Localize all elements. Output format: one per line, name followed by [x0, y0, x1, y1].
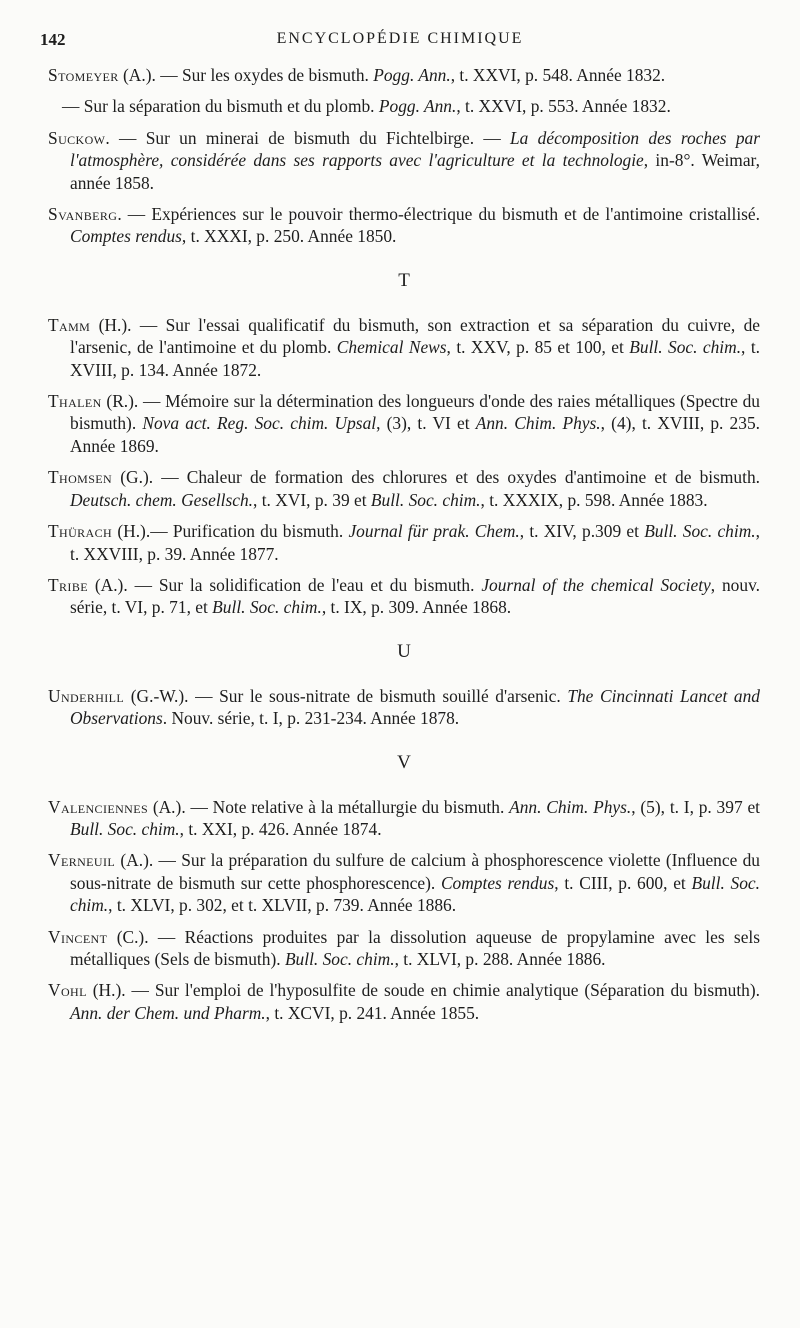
entry-author: Valenciennes	[48, 796, 149, 817]
entries-t	[48, 314, 760, 619]
entry-reference: , (4), t. XVIII, p. 235. Année 1869.	[70, 413, 760, 456]
entry-journal: Nova act. Reg. Soc. chim. Upsal	[142, 413, 377, 434]
bib-entry	[48, 685, 760, 730]
entry-title: Note relative à la métallurgie du bismuth.	[212, 796, 510, 817]
entry-journal: Chemical News	[336, 337, 447, 358]
entry-title: Sur la préparation du sulfure de calcium à phosphorescence violette (Influence du sous-nitrate de bismuth sur cette phosphorescence).	[70, 850, 760, 893]
entry-title: Réactions produites par la dissolution aqueuse de propylamine avec les sels métalliques (Sels de bismuth).	[70, 926, 761, 969]
entry-initials: (G.-W.). —	[124, 685, 220, 706]
entry-author: Verneuil	[48, 850, 116, 871]
entry-author: Vohl	[48, 980, 87, 1001]
entry-title: Expériences sur le pouvoir thermo-électrique du bismuth et de l'antimoine cristallisé.	[151, 204, 760, 225]
entry-reference: . Nouv. série, t. I, p. 231-234. Année 1878.	[162, 708, 460, 729]
entry-reference: , t. XXVI, p. 548. Année 1832.	[450, 65, 666, 85]
entry-journal: Comptes rendus	[70, 226, 182, 247]
section-heading-v: V	[397, 751, 411, 773]
entry-initials: (H.). —	[86, 980, 155, 1001]
entry-initials: . —	[105, 127, 146, 148]
bib-entry	[48, 796, 760, 841]
entry-journal: Bull. Soc. chim.	[370, 489, 481, 510]
entry-initials: (G.). —	[112, 467, 187, 488]
entry-author: Svanberg	[48, 204, 118, 225]
entry-title: Sur l'essai qualificatif du bismuth, son extraction et sa séparation du cuivre, de l'arsenic, de l'antimoine et du plomb.	[70, 314, 760, 358]
entry-journal: Bull. Soc. chim.	[644, 521, 756, 542]
entry-title: Sur le sous-nitrate de bismuth souillé d'arsenic.	[219, 685, 568, 706]
entry-initials: (A.). —	[87, 574, 159, 595]
entry-reference: , t. XXXIX, p. 598. Année 1883.	[480, 489, 708, 510]
bib-entry	[48, 390, 760, 457]
bib-entry	[48, 203, 760, 248]
entry-reference: , t. XCVI, p. 241. Année 1855.	[265, 1002, 480, 1023]
page-header	[40, 28, 760, 52]
entry-title: Sur la solidification de l'eau et du bismuth.	[158, 574, 482, 595]
entry-reference: , t. CIII, p. 600, et	[554, 872, 692, 893]
entry-author: Stomeyer	[48, 65, 119, 85]
entry-initials: (A.). —	[115, 850, 182, 871]
bib-entry	[48, 95, 760, 117]
entries-s	[48, 64, 760, 248]
bibliography	[48, 64, 760, 1033]
entry-journal: Bull. Soc. chim.	[629, 337, 742, 358]
entry-initials: (A.). —	[118, 65, 182, 85]
entry-reference: , t. XXVIII, p. 39. Année 1877.	[70, 521, 760, 564]
entry-reference: , t. XXV, p. 85 et 100, et	[446, 337, 630, 358]
entry-journal: Pogg. Ann.	[373, 65, 451, 85]
entry-title: Purification du bismuth.	[172, 521, 349, 542]
entry-journal: Bull. Soc. chim.	[70, 872, 760, 916]
entry-initials: . —	[117, 204, 152, 225]
entry-journal: La décomposition des roches par l'atmosphère, considérée dans ses rapports avec l'agriculture et la technologie	[70, 127, 761, 171]
entry-reference: , t. XXVI, p. 553. Année 1832.	[456, 96, 671, 117]
entry-reference: , t. XVIII, p. 134. Année 1872.	[70, 337, 761, 380]
entry-journal: Journal of the chemical Society	[481, 574, 711, 595]
bib-entry	[48, 574, 760, 619]
bib-entry	[48, 64, 760, 86]
bib-entry	[48, 127, 760, 194]
entry-author: Underhill	[48, 685, 125, 706]
entry-journal: Ann. Chim. Phys.	[509, 796, 632, 817]
entry-author: Tamm	[48, 314, 91, 335]
entry-author: Thürach	[48, 521, 113, 542]
bib-entry	[48, 926, 760, 971]
bib-entry	[48, 466, 760, 511]
entry-initials: (R.). —	[101, 391, 166, 412]
entry-title: Sur la séparation du bismuth et du plomb.	[83, 96, 379, 117]
bib-entry	[48, 979, 760, 1024]
entry-journal: Ann. der Chem. und Pharm.	[70, 1002, 266, 1023]
entry-reference: , t. XXI, p. 426. Année 1874.	[179, 818, 382, 839]
entry-title: Mémoire sur la détermination des longueurs d'onde des raies métalliques (Spectre du bismuth).	[70, 391, 761, 434]
entry-author: Thomsen	[48, 467, 113, 488]
entry-title: Sur les oxydes de bismuth.	[181, 65, 374, 85]
entry-reference: , t. XXXI, p. 250. Année 1850.	[181, 226, 397, 247]
bib-entry	[48, 314, 760, 381]
entry-reference: , nouv. série, t. VI, p. 71, et	[70, 574, 760, 618]
entry-reference: , (3), t. VI et	[376, 413, 476, 434]
entry-initials: (C.). —	[107, 926, 185, 947]
entry-reference: , t. XVI, p. 39 et	[253, 489, 371, 510]
entry-reference: , t. IX, p. 309. Année 1868.	[321, 597, 512, 618]
entry-reference: , (5), t. I, p. 397 et	[631, 796, 760, 817]
entry-journal: Bull. Soc. chim.	[212, 597, 322, 618]
bib-entry	[48, 849, 760, 916]
entries-u	[48, 685, 760, 730]
entry-author: Vincent	[48, 926, 108, 947]
entry-journal: Journal für prak. Chem.	[348, 521, 520, 542]
entry-journal: Comptes rendus	[440, 872, 555, 893]
entry-reference: , t. XLVI, p. 302, et t. XLVII, p. 739. Année 1886.	[108, 895, 457, 916]
entry-journal: Deutsch. chem. Gesellsch.	[70, 489, 254, 510]
section-heading-u: U	[397, 640, 411, 662]
page-number: 142	[40, 30, 66, 49]
entry-reference: , in-8°. Weimar, année 1858.	[70, 150, 760, 193]
entry-journal: Ann. Chim. Phys.	[475, 413, 601, 434]
entry-initials: (A.). —	[148, 796, 213, 817]
entry-title: Sur un minerai de bismuth du Fichtelbirge. —	[145, 127, 511, 148]
entry-reference: , t. XIV, p.309 et	[519, 521, 645, 542]
entry-initials: (H.). —	[90, 314, 166, 335]
entry-initials: —	[62, 96, 84, 117]
entry-title: Chaleur de formation des chlorures et des oxydes d'antimoine et de bismuth.	[186, 467, 760, 488]
entry-journal: Bull. Soc. chim.	[284, 948, 395, 969]
entry-journal: Pogg. Ann.	[378, 96, 457, 117]
running-title: ENCYCLOPÉDIE CHIMIQUE	[276, 30, 524, 47]
entries-v	[48, 796, 760, 1025]
section-heading-t: T	[398, 269, 410, 291]
entry-title: Sur l'emploi de l'hyposulfite de soude en chimie analytique (Séparation du bismuth).	[154, 980, 760, 1001]
entry-author: Suckow	[48, 127, 106, 148]
entry-author: Tribe	[48, 574, 88, 595]
entry-journal: Bull. Soc. chim.	[70, 818, 180, 839]
entry-author: Thalen	[48, 391, 102, 412]
entry-journal: The Cincinnati Lancet and Observations	[70, 685, 760, 729]
entry-initials: (H.).—	[112, 521, 173, 542]
bib-entry	[48, 520, 760, 565]
entry-reference: , t. XLVI, p. 288. Année 1886.	[394, 948, 606, 969]
